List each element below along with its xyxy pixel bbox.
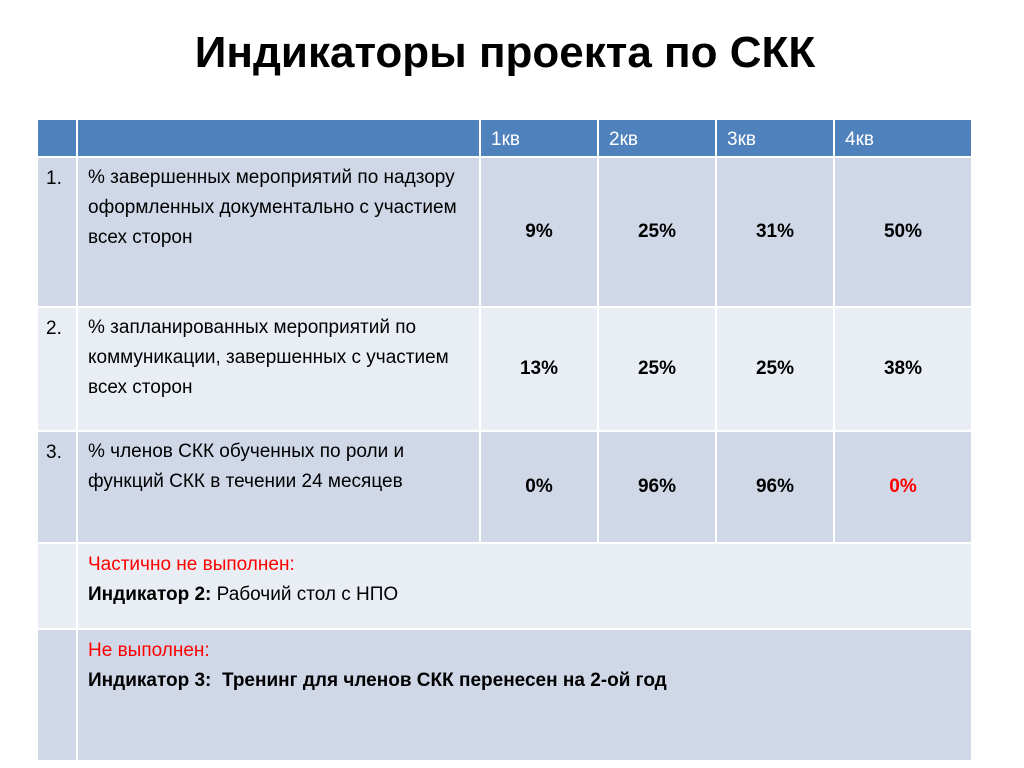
row-description: % запланированных мероприятий по коммуникации, завершенных с участием всех сторон bbox=[77, 307, 480, 431]
note-status: Не выполнен: bbox=[88, 640, 210, 661]
note-indicator-label: Индикатор 2: bbox=[88, 584, 212, 605]
row-number: 2. bbox=[37, 307, 77, 431]
note-indicator-label: Индикатор 3: bbox=[88, 670, 212, 691]
table-row bbox=[37, 307, 972, 431]
row-q3-value: 96% bbox=[716, 431, 834, 543]
note-row bbox=[37, 543, 972, 629]
row-q1-value: 0% bbox=[480, 431, 598, 543]
note-status: Частично не выполнен: bbox=[88, 554, 295, 575]
note-indicator-text: Рабочий стол с НПО bbox=[211, 584, 399, 605]
row-q4-value-highlighted: 0% bbox=[834, 431, 972, 543]
header-q2: 2кв bbox=[598, 119, 716, 157]
note-row bbox=[37, 629, 972, 761]
indicators-table bbox=[36, 118, 973, 762]
header-q1: 1кв bbox=[480, 119, 598, 157]
note-indicator-text: Тренинг для членов СКК перенесен на 2-ой год bbox=[211, 670, 667, 691]
row-q1-value: 13% bbox=[480, 307, 598, 431]
header-q3: 3кв bbox=[716, 119, 834, 157]
note-line bbox=[88, 666, 963, 696]
table-header-row bbox=[37, 119, 972, 157]
note-line bbox=[88, 580, 963, 610]
row-q3-value: 31% bbox=[716, 157, 834, 307]
header-num bbox=[37, 119, 77, 157]
note-cell bbox=[77, 629, 972, 761]
note-row-spacer bbox=[37, 543, 77, 629]
row-q2-value: 96% bbox=[598, 431, 716, 543]
row-q3-value: 25% bbox=[716, 307, 834, 431]
table-row bbox=[37, 157, 972, 307]
header-desc bbox=[77, 119, 480, 157]
row-q2-value: 25% bbox=[598, 307, 716, 431]
row-number: 3. bbox=[37, 431, 77, 543]
row-description: % членов СКК обученных по роли и функций СКК в течении 24 месяцев bbox=[77, 431, 480, 543]
note-cell bbox=[77, 543, 972, 629]
table-row bbox=[37, 431, 972, 543]
row-q4-value: 38% bbox=[834, 307, 972, 431]
row-q4-value: 50% bbox=[834, 157, 972, 307]
slide-title: Индикаторы проекта по СКК bbox=[194, 28, 816, 77]
row-q1-value: 9% bbox=[480, 157, 598, 307]
row-number: 1. bbox=[37, 157, 77, 307]
row-description: % завершенных мероприятий по надзору оформленных документально с участием всех сторон bbox=[77, 157, 480, 307]
header-q4: 4кв bbox=[834, 119, 972, 157]
note-row-spacer bbox=[37, 629, 77, 761]
row-q2-value: 25% bbox=[598, 157, 716, 307]
